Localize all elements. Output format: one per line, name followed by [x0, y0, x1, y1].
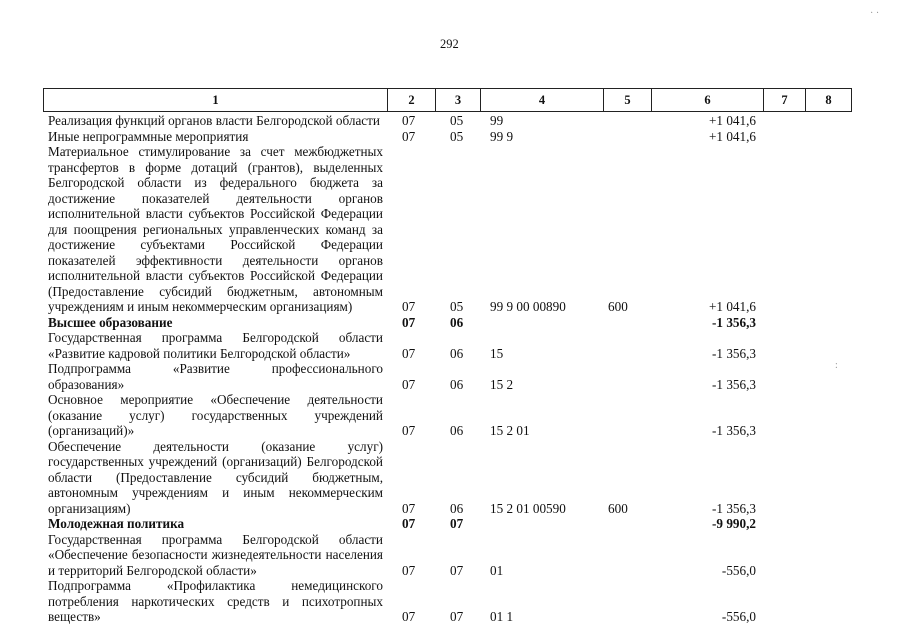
row-cell-4: 99 9 00 00890 [490, 299, 566, 314]
scan-mark: · · [870, 8, 880, 19]
row-description: Подпрограмма «Развитие профессионального образования» [48, 361, 383, 392]
row-cell-6: -1 356,3 [712, 345, 756, 361]
row-cell-4: 01 1 [490, 609, 514, 624]
row-cell-6: -556,0 [721, 562, 756, 578]
row-cell-6: +1 041,6 [709, 299, 756, 314]
row-cell-3: 06 [450, 376, 464, 392]
row-cell-6: -9 990,2 [712, 516, 756, 531]
row-cell-5: 600 [608, 500, 628, 516]
row-description: Государственная программа Белгородской области «Обеспечение безопасности жизнедеятельности населения и территорий Белгородской области» [48, 531, 383, 578]
row-cell-4: 15 2 01 00590 [490, 500, 566, 516]
header-col-5: 5 [604, 89, 652, 112]
row-description: Обеспечение деятельности (оказание услуг) государственных учреждений (организаций) Белгородской области (Предоставление субсидий бюджетным, автономным учреждениям и иным некоммерческим организациям) [48, 438, 383, 516]
row-cell-6: -1 356,3 [712, 500, 756, 516]
row-cell-4: 15 2 01 [490, 423, 530, 438]
row-cell-2: 07 [402, 516, 416, 531]
row-cell-5: 600 [608, 299, 628, 314]
row-description: Основное мероприятие «Обеспечение деятельности (оказание услуг) государственных учреждений (организаций)» [48, 392, 383, 438]
row-cell-3: 05 [450, 299, 464, 314]
row-cell-4: 99 [490, 113, 504, 128]
header-col-1: 1 [44, 89, 388, 112]
row-cell-3: 07 [450, 609, 464, 624]
row-description: Реализация функций органов власти Белгородской области [48, 113, 380, 128]
row-cell-4: 15 2 [490, 376, 514, 392]
header-col-3: 3 [436, 89, 481, 112]
row-cell-4: 01 [490, 562, 504, 578]
header-col-2: 2 [388, 89, 436, 112]
row-cell-6: +1 041,6 [709, 128, 756, 144]
row-cell-3: 06 [450, 423, 464, 438]
row-cell-2: 07 [402, 423, 416, 438]
row-description: Материальное стимулирование за счет межбюджетных трансфертов в форме дотаций (грантов), выделенных Белгородской области из федерального бюджета за достижение показателей деятельности органов исполнительной власти субъектов Российской Федерации для поощрения региональных управленческих команд за достижение субъектами Российской Федерации показателей эффективности деятельности органов исполнительной власти субъектов Российской Федерации (Предоставление субсидий бюджетным, автономным учреждениям и иным некоммерческим организациям) [48, 144, 383, 314]
row-cell-4: 99 9 [490, 128, 514, 144]
row-cell-3: 07 [450, 516, 464, 531]
row-cell-2: 07 [402, 562, 416, 578]
header-col-6: 6 [652, 89, 764, 112]
row-cell-6: -1 356,3 [712, 423, 756, 438]
page-number: 292 [440, 37, 459, 51]
table-body [43, 113, 851, 625]
table-header [43, 88, 852, 112]
row-cell-4: 15 [490, 345, 504, 361]
row-description: Иные непрограммные мероприятия [48, 128, 249, 144]
row-cell-3: 06 [450, 345, 464, 361]
row-cell-2: 07 [402, 345, 416, 361]
row-description: Государственная программа Белгородской области «Развитие кадровой политики Белгородской области» [48, 330, 383, 361]
row-description: Молодежная политика [48, 516, 185, 531]
row-cell-6: -556,0 [721, 609, 756, 624]
header-col-7: 7 [764, 89, 806, 112]
header-col-8: 8 [806, 89, 852, 112]
row-cell-2: 07 [402, 128, 416, 144]
row-cell-2: 07 [402, 314, 416, 330]
scan-mark: : [835, 360, 838, 371]
row-cell-2: 07 [402, 113, 416, 128]
header-col-4: 4 [481, 89, 604, 112]
row-cell-3: 05 [450, 128, 464, 144]
row-cell-6: -1 356,3 [712, 376, 756, 392]
row-cell-2: 07 [402, 299, 416, 314]
row-cell-6: -1 356,3 [712, 314, 756, 330]
row-description: Высшее образование [48, 314, 173, 330]
row-cell-2: 07 [402, 500, 416, 516]
row-cell-3: 05 [450, 113, 464, 128]
row-cell-3: 06 [450, 314, 464, 330]
row-description: Подпрограмма «Профилактика немедицинского потребления наркотических средств и психотропных веществ» [48, 578, 383, 624]
row-cell-2: 07 [402, 376, 416, 392]
row-cell-2: 07 [402, 609, 416, 624]
row-cell-6: +1 041,6 [709, 113, 756, 128]
row-cell-3: 06 [450, 500, 464, 516]
row-cell-3: 07 [450, 562, 464, 578]
